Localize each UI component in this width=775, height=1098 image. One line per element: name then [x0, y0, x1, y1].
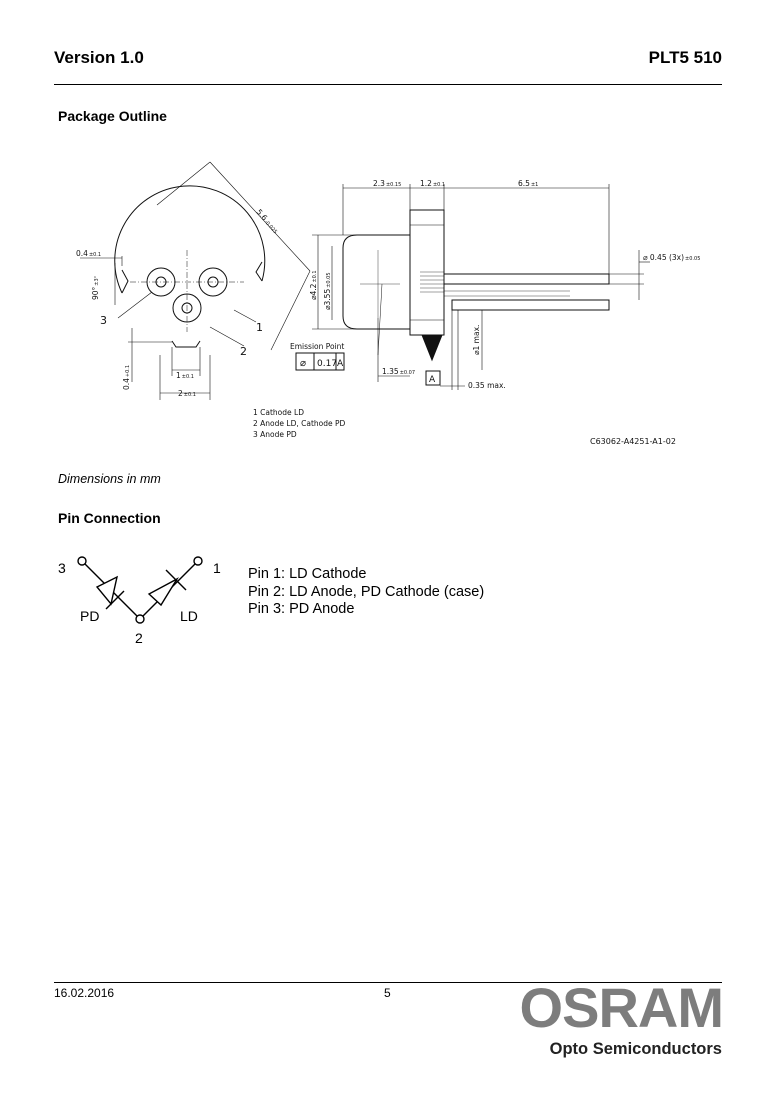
pd-diode-symbol: [97, 577, 117, 604]
dim-angle: 90°±3°: [91, 275, 100, 300]
schematic-pin3: 3: [58, 560, 66, 576]
dim-len-flange: 1.2±0.1: [420, 179, 446, 188]
dim-notch-bottom: 0.4+0.1: [122, 364, 131, 390]
header-body-outline: [115, 186, 265, 293]
ld-diode-symbol: [149, 579, 177, 605]
osram-logo: OSRAM: [519, 976, 723, 1039]
tolerance-symbol: ⌀: [300, 358, 307, 369]
package-outline-title: Package Outline: [58, 108, 167, 124]
dimensions-note: Dimensions in mm: [58, 472, 161, 486]
pin3-terminal: [78, 557, 86, 565]
pin2-label: 2: [240, 345, 247, 358]
dim-dia-body: 5.6-0.025: [254, 207, 279, 236]
pin1-terminal: [194, 557, 202, 565]
emission-point-label: Emission Point: [290, 342, 345, 351]
datum-box-label: A: [429, 375, 436, 385]
cap-outline: [343, 235, 410, 329]
legend-line-2: 2 Anode LD, Cathode PD: [253, 419, 346, 428]
dim-tab: 0.35 max.: [468, 381, 506, 390]
dim-emission-depth: 1.35±0.07: [382, 367, 416, 376]
tolerance-value: 0.17: [317, 359, 338, 369]
schematic-ld: LD: [180, 608, 198, 624]
schematic-pin2: 2: [135, 630, 143, 646]
header-rule: [54, 84, 722, 85]
dim-len-leads: 6.5±1: [518, 179, 539, 188]
package-outline-drawing: [60, 150, 710, 460]
header-version: Version 1.0: [54, 48, 144, 67]
pin3-description: Pin 3: PD Anode: [248, 601, 355, 617]
legend-line-1: 1 Cathode LD: [253, 408, 304, 417]
footer-date: 16.02.2016: [54, 986, 115, 1000]
osram-subtitle: Opto Semiconductors: [549, 1040, 722, 1058]
pin3-label: 3: [100, 314, 107, 327]
dim-dia-max: ⌀1 max.: [472, 324, 481, 355]
pin-schematic: [50, 548, 230, 648]
dim-slot-offset: 2±0.1: [178, 389, 196, 398]
lead-lower: [452, 300, 609, 310]
pin-connection-title: Pin Connection: [58, 510, 161, 526]
dim-notch-top: 0.4±0.1: [76, 249, 102, 258]
lead-upper: [444, 274, 609, 284]
schematic-pd: PD: [80, 608, 100, 624]
schematic-pin1: 1: [213, 560, 221, 576]
dim-slot-width: 1±0.1: [176, 371, 194, 380]
dim-dia-lead: ⌀ 0.45 (3x)±0.05: [643, 253, 701, 262]
pin1-description: Pin 1: LD Cathode: [248, 566, 367, 582]
pin2-terminal: [136, 615, 144, 623]
legend-line-3: 3 Anode PD: [253, 430, 297, 439]
tolerance-datum: A: [337, 359, 344, 369]
dim-dia-window: ⌀3.55±0.05: [323, 272, 332, 310]
pin-description-list: [248, 566, 484, 619]
drawing-code: C63062-A4251-A1-02: [590, 437, 676, 446]
header-product: PLT5 510: [648, 48, 722, 67]
footer-page-number: 5: [384, 986, 391, 1000]
pin2-description: Pin 2: LD Anode, PD Cathode (case): [248, 583, 485, 600]
dim-len-cap: 2.3±0.15: [373, 179, 402, 188]
flange-outline: [410, 210, 444, 335]
front-view-labels: [76, 207, 280, 398]
dim-dia-cap: ⌀4.2±0.1: [309, 270, 318, 300]
pin1-label: 1: [256, 321, 263, 334]
